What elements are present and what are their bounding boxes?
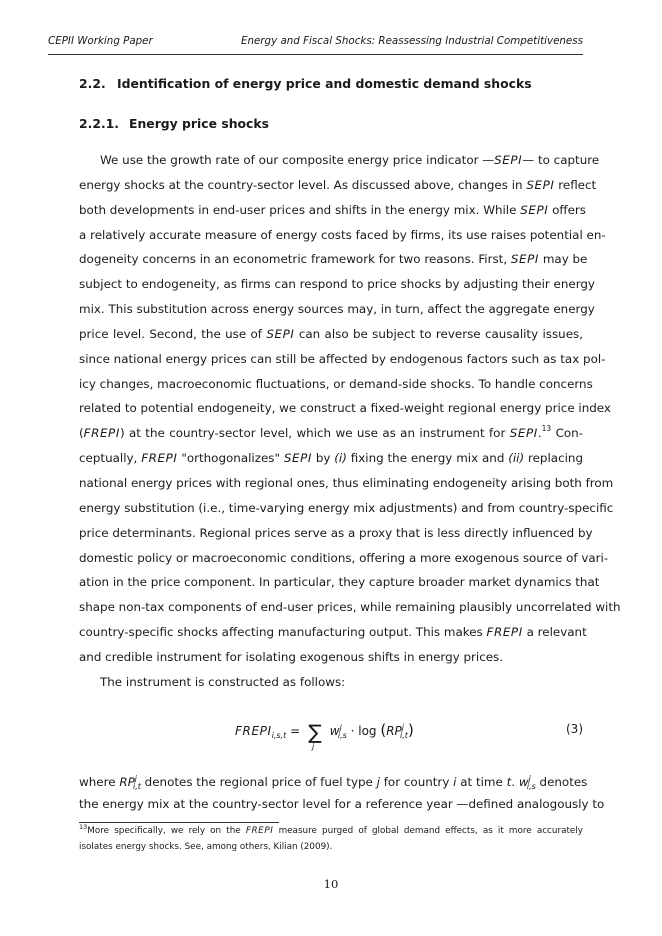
body-line: ceptually, FREPI "orthogonalizes" SEPI by (i) fixing the energy mix and (ii) replacing [79, 451, 583, 466]
running-header [48, 35, 583, 51]
header-right: Energy and Fiscal Shocks: Reassessing Industrial Competitiveness [240, 35, 583, 47]
equation-number: (3) [566, 722, 583, 736]
body-line: subject to endogeneity, as firms can respond to price shocks by adjusting their energy [79, 277, 595, 292]
body-line-instrument-intro: The instrument is constructed as follows: [100, 674, 346, 689]
footnote-ref: 13 [541, 424, 552, 434]
footnote-13: $^{13}$More specifically, we rely on the FREPI measure purged of global demand effects, as it more accurately isolates energy shocks. See, among others, Kilian (2009). [79, 823, 583, 852]
body-line: related to potential endogeneity, we construct a fixed-weight regional energy price index [79, 401, 611, 416]
body-line: domestic policy or macroeconomic conditions, offering a more exogenous source of vari- [79, 550, 609, 565]
body-line: energy shocks at the country-sector level. As discussed above, changes in SEPI reflect [79, 177, 597, 192]
subsection-heading [79, 116, 269, 131]
header-left: CEPII Working Paper [48, 35, 153, 47]
page-number: 10 [323, 877, 339, 891]
body-line: We use the growth rate of our composite energy price indicator —SEPI— to capture [100, 153, 600, 167]
body-line: national energy prices with regional ones, thus eliminating endogeneity arising both from [79, 475, 614, 490]
body-line: icy changes, macroeconomic fluctuations, or demand-side shocks. To handle concerns [79, 376, 593, 391]
paragraph-energy-shocks [79, 148, 621, 695]
body-line: where $RP^j_{i,t}$ denotes the regional price of fuel type j for country i at time t. $w^j_{i,s}$ denotes [79, 774, 588, 791]
body-line: since national energy prices can still be affected by endogenous factors such as tax pol- [79, 351, 606, 366]
equation-3: $FREPI_{i,s,t}$ = ∑ j $w^j_{i,s} \cdot \log (RP^j_{i,t})$ (3) [235, 720, 583, 751]
body-line: both developments in end-user prices and shifts in the energy mix. While SEPI offers [79, 202, 587, 217]
body-line: country-specific shocks affecting manufacturing output. This makes FREPI a relevant [79, 625, 587, 640]
body-line: price determinants. Regional prices serve as a proxy that is less directly influenced by [79, 525, 593, 540]
paragraph-definitions [79, 767, 605, 817]
header-rule [48, 54, 583, 55]
subsection-number: 2.2.1. [79, 116, 119, 131]
subsection-title: Energy price shocks [129, 116, 270, 131]
body-line: mix. This substitution across energy sources may, in turn, affect the aggregate energy [79, 302, 595, 317]
summation-sign: ∑ j [308, 720, 322, 751]
body-line: (FREPI) at the country-sector level, which we use as an instrument for SEPI.$^{13}$ Con- [79, 424, 583, 441]
body-line: dogeneity concerns in an econometric framework for two reasons. First, SEPI may be [79, 252, 588, 267]
body-line: price level. Second, the use of SEPI can also be subject to reverse causality issues, [79, 326, 584, 341]
body-line: a relatively accurate measure of energy costs faced by firms, its use raises potential en- [79, 227, 606, 242]
section-heading [79, 76, 532, 91]
body-line: energy substitution (i.e., time-varying energy mix adjustments) and from country-specific [79, 500, 614, 515]
body-line: ation in the price component. In particular, they capture broader market dynamics that [79, 575, 600, 590]
section-number: 2.2. [79, 76, 106, 91]
body-line: shape non-tax components of end-user prices, while remaining plausibly uncorrelated with [79, 600, 621, 615]
body-line: the energy mix at the country-sector level for a reference year —defined analogously to [79, 796, 605, 811]
section-title: Identification of energy price and domestic demand shocks [117, 76, 532, 91]
body-line: and credible instrument for isolating exogenous shifts in energy prices. [79, 649, 504, 664]
footnote-mark: 13 [79, 823, 88, 831]
